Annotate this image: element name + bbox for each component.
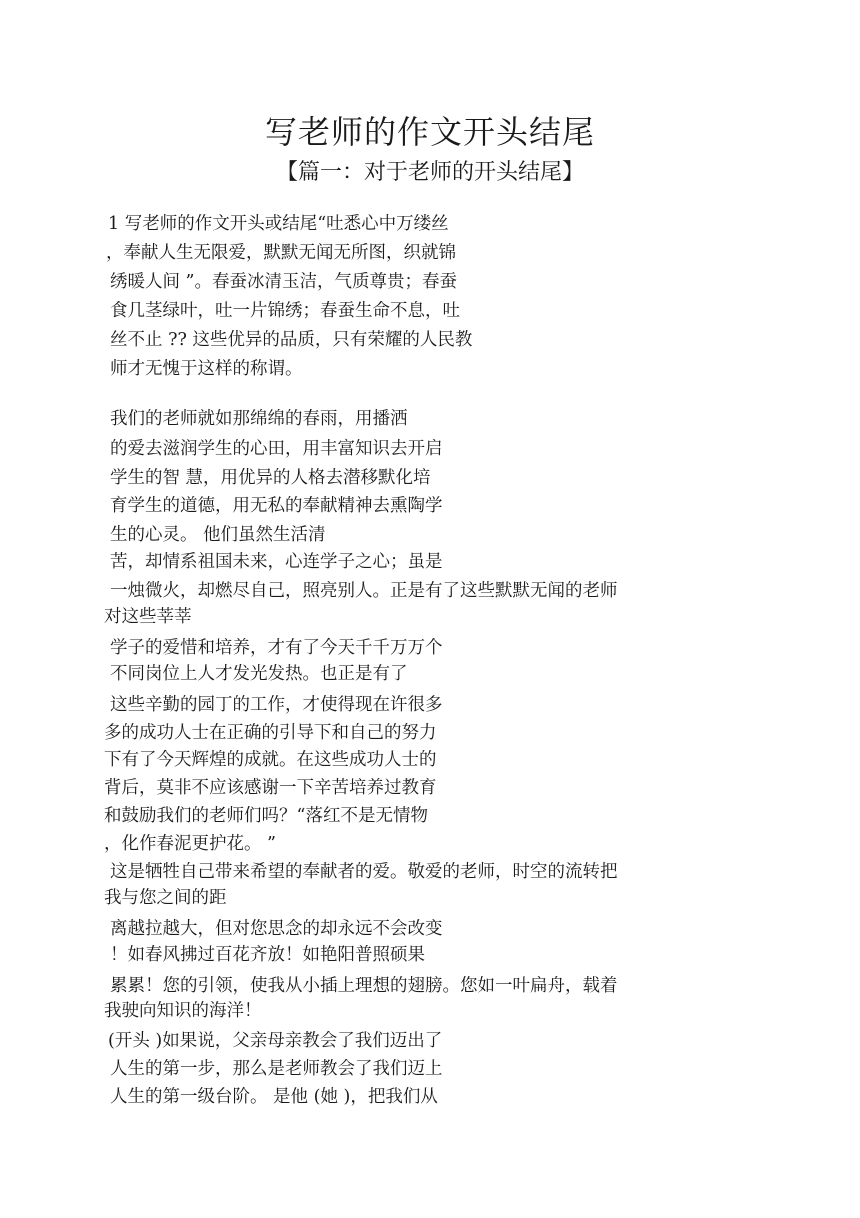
text-line: 下有了今天辉煌的成就。在这些成功人士的 <box>104 750 437 770</box>
text-line: 育学生的道德，用无私的奉献精神去熏陶学 <box>110 496 443 516</box>
text-line: ，奉献人生无限爱，默默无闻无所图，织就锦 <box>106 243 456 263</box>
document-subtitle: 【篇一：对于老师的开头结尾】 <box>275 160 584 185</box>
text-line: ！如春风拂过百花齐放！如艳阳普照硕果 <box>110 945 425 965</box>
text-line: 苦，却情系祖国未来，心连学子之心；虽是 <box>110 552 443 572</box>
text-line: 离越拉越大，但对您思念的却永远不会改变 <box>110 919 443 939</box>
text-line: 多的成功人士在正确的引导下和自己的努力 <box>104 723 437 743</box>
text-line: 不同岗位上人才发光发热。也正是有了 <box>110 664 408 684</box>
text-line: 这是牺牲自己带来希望的奉献者的爱。敬爱的老师，时空的流转把 <box>110 862 618 882</box>
text-line: 生的心灵。 他们虽然生活清 <box>110 525 326 545</box>
text-line: 背后，莫非不应该感谢一下辛苦培养过教育 <box>104 778 437 798</box>
text-line: 师才无愧于这样的称谓。 <box>110 359 303 379</box>
text-line: 对这些莘莘 <box>104 607 192 627</box>
text-line: 人生的第一步，那么是老师教会了我们迈上 <box>110 1059 443 1079</box>
text-line: 绣暖人间 ”。春蚕冰清玉洁，气质尊贵；春蚕 <box>110 272 458 292</box>
text-line: 一烛微火，却燃尽自己，照亮别人。正是有了这些默默无闻的老师 <box>110 581 618 601</box>
text-line: 我与您之间的距 <box>104 888 227 908</box>
text-line: 人生的第一级台阶。 是他 (她 )，把我们从 <box>110 1087 438 1107</box>
text-line: 丝不止 ?? 这些优异的品质，只有荣耀的人民教 <box>110 330 473 350</box>
text-line: 我们的老师就如那绵绵的春雨，用播洒 <box>110 409 408 429</box>
text-line: 1 写老师的作文开头或结尾“吐悉心中万缕丝 <box>108 214 449 234</box>
text-line: 学生的智 慧，用优异的人格去潜移默化培 <box>110 468 431 488</box>
text-line: (开头 )如果说，父亲母亲教会了我们迈出了 <box>108 1031 443 1051</box>
text-line: 的爱去滋润学生的心田，用丰富知识去开启 <box>110 439 443 459</box>
text-line: 累累！您的引领，使我从小插上理想的翅膀。您如一叶扁舟，载着 <box>110 976 618 996</box>
text-line: ，化作春泥更护花。 ” <box>104 834 277 854</box>
text-line: 食几茎绿叶，吐一片锦绣；春蚕生命不息，吐 <box>110 301 460 321</box>
document-title: 写老师的作文开头结尾 <box>264 113 595 151</box>
text-line: 这些辛勤的园丁的工作，才使得现在许很多 <box>110 695 443 715</box>
text-line: 和鼓励我们的老师们吗？“落红不是无情物 <box>104 806 428 826</box>
text-line: 学子的爱惜和培养，才有了今天千千万万个 <box>110 638 443 658</box>
text-line: 我驶向知识的海洋！ <box>104 1001 262 1021</box>
